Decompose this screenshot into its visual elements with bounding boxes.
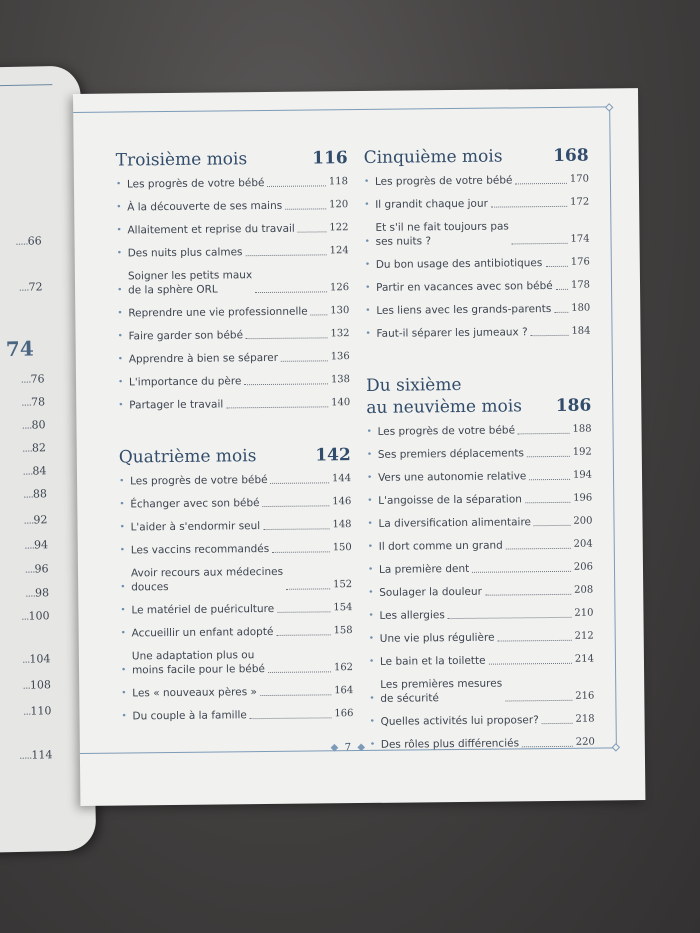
bullet-icon: • [117,331,123,342]
toc-entry-page: 162 [333,662,354,674]
dot-leader [263,505,330,507]
toc-entry-page: 200 [573,515,593,527]
toc-entry [368,561,593,577]
bullet-icon: • [120,628,127,639]
toc-entry-label: Échanger avec son bébé [130,497,260,511]
dot-leader [246,337,327,339]
bullet-icon: • [367,518,373,529]
toc-entry [364,173,589,189]
toc-entry-page: 180 [571,302,591,314]
toc-entry-page: 166 [334,708,354,720]
toc-entry [120,601,352,617]
dot-leader [542,723,573,724]
dot-leader [489,663,572,665]
dot-leader [554,312,568,313]
toc-entry-page: 130 [330,305,350,317]
toc-page-number: ...100 [20,609,50,623]
bullet-icon: • [117,377,124,388]
toc-entry-label: Faut-il séparer les jumeaux ? [376,326,528,340]
dot-leader [545,266,567,267]
bullet-icon: • [116,202,122,213]
dot-leader [529,479,570,480]
toc-entry [368,538,593,554]
bullet-icon: • [121,688,127,699]
section-page-number: 168 [553,145,589,166]
toc-entry [117,244,349,260]
toc-entry-label: Les progrès de votre bébé [377,424,516,438]
toc-page-number: ....96 [24,562,49,576]
toc-entry [369,676,594,706]
toc-entry-label: Les vaccins recommandés [130,542,270,557]
toc-entry [117,267,349,297]
toc-entry-label: Quelles activités lui proposer? [380,714,539,728]
toc-entry-label: L'aider à s'endormir seul [130,520,261,534]
toc-entry-page: 124 [329,245,349,257]
dot-leader [250,717,332,719]
bullet-icon: • [364,236,370,247]
toc-entry-page: 120 [329,199,349,211]
dot-leader [531,335,569,336]
bullet-icon: • [118,400,124,411]
section-page-number: 116 [312,148,348,169]
toc-entry [367,515,592,531]
toc-entry-label: Les « nouveaux pères » [132,686,257,700]
toc-entry-page: 188 [572,423,592,435]
toc-entry-page: 192 [572,446,592,458]
dot-leader [260,694,331,696]
toc-entry-page: 150 [332,542,352,554]
toc-entry-label: Des nuits plus calmes [127,246,243,260]
toc-page-number: ....72 [18,280,43,294]
toc-page-number: ....88 [22,487,48,501]
toc-page-number: .....66 [15,234,42,248]
bullet-icon: • [117,285,123,296]
dot-leader [534,525,570,526]
toc-entry-page: 206 [573,561,594,573]
dot-leader [518,433,569,435]
toc-entry [368,584,593,600]
section-page-number: 186 [555,395,592,416]
dot-leader [272,551,330,553]
toc-entry-label: Apprendre à bien se séparer [128,351,279,366]
toc-entry-label: Les premières mesures de sécurité [380,677,503,705]
dot-leader [505,700,572,702]
toc-entry [369,653,594,669]
toc-entry-label: Du bon usage des antibiotiques [375,257,543,271]
toc-entry-page: 196 [573,492,593,504]
toc-entry [121,624,353,640]
dot-leader [246,254,327,256]
contents-page [73,88,645,806]
dot-leader [255,291,327,293]
toc-entry-label: Le bain et la toilette [379,654,486,668]
section-page-number: 74 [5,336,34,362]
toc-column-left [116,147,354,757]
bullet-icon: • [363,176,370,187]
toc-entry [368,607,593,623]
dot-leader [506,548,571,550]
bullet-icon: • [116,248,123,259]
toc-entry [365,325,590,341]
toc-entry-page: 136 [330,351,350,363]
toc-entry [116,175,348,191]
toc-page-number: ....76 [20,372,45,386]
toc-entry-page: 194 [572,469,593,481]
toc-page-number: ....80 [21,418,46,432]
section-heading [364,145,589,169]
section-heading [366,373,591,419]
toc-entry [119,495,351,511]
toc-entry [367,492,592,508]
dot-leader [286,588,330,589]
section-heading [116,147,348,171]
bullet-icon: • [364,199,370,210]
toc-entry-label: À la découverte de ses mains [127,199,283,214]
section-page-number: 142 [315,445,351,466]
toc-page-number: ...110 [22,704,52,718]
dot-leader [277,611,330,613]
dot-leader [311,314,327,315]
toc-entry-page: 146 [332,496,352,508]
toc-entry-page: 212 [574,630,594,642]
toc-entry-label: Partager le travail [129,398,224,412]
toc-entry [369,630,594,646]
bullet-icon: • [121,711,127,722]
toc-entry [365,256,590,272]
dot-leader [556,289,568,290]
toc-entry [119,472,351,488]
dot-leader [491,206,567,208]
dot-leader [267,185,325,187]
bullet-icon: • [116,225,122,236]
toc-entry [116,221,348,237]
toc-entry [119,518,351,534]
bullet-icon: • [119,522,125,533]
dot-leader [244,383,328,385]
toc-entry-page: 210 [574,607,594,619]
bullet-icon: • [368,587,374,598]
dot-leader [498,640,572,642]
toc-entry-label: Des rôles plus différenciés [380,737,520,751]
toc-entry-page: 118 [328,176,348,188]
toc-entry-label: Reprendre une vie professionnelle [128,305,308,320]
toc-entry-label: Partir en vacances avec son bébé [375,279,553,294]
toc-section [116,147,351,412]
bullet-icon: • [366,472,373,483]
bullet-icon: • [368,656,375,667]
toc-entry-page: 172 [570,196,590,208]
toc-page-number: ....94 [23,538,49,552]
toc-entry [370,713,595,729]
toc-entry-page: 126 [329,282,350,294]
toc-entry-page: 164 [334,685,354,697]
toc-entry-label: Les liens avec les grands-parents [376,303,552,317]
toc-entry-label: Ses premiers déplacements [377,447,525,461]
bullet-icon: • [365,305,371,316]
dot-leader [298,231,327,232]
bullet-icon: • [115,179,122,190]
toc-page-number: .....114 [18,748,53,762]
toc-entry-label: Vers une autonomie relative [377,470,527,484]
toc-entry [116,198,348,214]
toc-entry-page: 152 [333,579,353,591]
toc-entry-page: 158 [333,625,353,637]
toc-entry-page: 138 [330,374,351,386]
bullet-icon: • [364,259,371,270]
dot-leader [285,208,326,209]
bullet-icon: • [367,495,373,506]
toc-entry-label: L'angoisse de la séparation [378,493,522,507]
toc-entry [117,327,349,343]
toc-entry [120,564,352,594]
bullet-icon: • [365,328,371,339]
toc-entry [367,469,592,485]
bullet-icon: • [117,308,123,319]
toc-entry-page: 122 [329,222,349,234]
toc-entry-page: 140 [331,397,351,409]
toc-entry-label: Accueillir un enfant adopté [131,625,274,640]
dot-leader [448,617,572,619]
bullet-icon: • [119,476,125,487]
dot-leader [472,571,571,573]
toc-entry-label: Allaitement et reprise du travail [127,222,295,237]
toc-entry-label: La diversification alimentaire [378,516,532,530]
toc-entry-page: 214 [574,653,595,665]
toc-entry-page: 148 [332,519,352,531]
section-heading [119,444,351,468]
bullet-icon: • [367,564,374,575]
section-title: Cinquième mois [363,146,503,168]
bullet-icon: • [369,739,376,750]
toc-entry [120,541,352,557]
section-title: Du sixième au neuvième mois [365,374,523,418]
dot-leader [485,594,571,596]
toc-entry [121,647,353,677]
toc-entry [118,373,350,389]
toc-entry-label: Soigner les petits maux de la sphère ORL [127,269,253,297]
bullet-icon: • [119,545,126,556]
toc-entry-label: Avoir recours aux médecines douces [130,565,284,594]
toc-section [364,145,591,341]
toc-entry [121,684,353,700]
bullet-icon: • [366,449,373,460]
toc-entry-page: 170 [569,173,589,185]
toc-entry [118,350,350,366]
toc-entry-label: Du couple à la famille [132,709,247,723]
toc-entry-page: 208 [574,584,594,596]
bullet-icon: • [368,633,375,644]
bullet-icon: • [120,605,126,616]
frame-corner-ornament [605,103,613,111]
dot-leader [515,183,566,185]
dot-leader [271,482,329,484]
toc-entry [118,396,350,412]
toc-entry-page: 184 [571,325,591,337]
toc-entry-page: 220 [575,736,595,748]
toc-entry [364,219,589,249]
toc-entry-page: 178 [570,279,591,291]
toc-column-right [364,145,596,786]
bullet-icon: • [120,582,126,593]
bullet-icon: • [364,282,371,293]
toc-entry [366,423,591,439]
toc-entry [117,304,349,320]
bullet-icon: • [367,541,374,552]
bullet-icon: • [369,716,375,727]
toc-entry [364,196,589,212]
toc-entry-label: Une vie plus régulière [379,631,495,645]
toc-entry-label: L'importance du père [128,375,242,389]
toc-entry-page: 144 [331,473,352,485]
toc-entry-label: Les progrès de votre bébé [374,174,513,188]
toc-entry-label: La première dent [378,562,470,576]
section-title: Quatrième mois [118,446,257,468]
toc-entry-label: Et s'il ne fait toujours pas ses nuits ? [375,220,509,248]
toc-entry-page: 132 [330,328,350,340]
toc-page-number: ....92 [23,513,48,527]
toc-entry-page: 154 [333,602,353,614]
toc-entry-page: 218 [575,713,595,725]
bullet-icon: • [368,610,374,621]
dot-leader [226,406,328,408]
toc-page-number: ...104 [21,652,51,666]
toc-entry-label: Les allergies [379,609,445,622]
toc-entry-label: Il dort comme un grand [378,539,503,553]
toc-page-number: ...108 [22,678,52,692]
toc-section [366,373,595,752]
toc-entry-label: Une adaptation plus ou moins facile pour le bébé [131,649,266,677]
bullet-icon: • [117,354,124,365]
dot-leader [268,671,331,673]
dot-leader [512,243,567,245]
bullet-icon: • [119,499,125,510]
dot-leader [281,360,328,361]
toc-entry-label: Le matériel de puériculture [131,602,275,617]
toc-entry-label: Les progrès de votre bébé [126,177,265,191]
toc-entry-page: 216 [575,690,595,702]
dot-leader [263,528,329,530]
toc-page-number: ....98 [24,586,50,600]
toc-entry-label: Il grandit chaque jour [375,197,488,211]
toc-entry [121,707,353,723]
toc-entry [367,446,592,462]
toc-page-number: ....82 [21,441,47,455]
toc-entry-label: Soulager la douleur [379,585,482,599]
bullet-icon: • [366,426,372,437]
dot-leader [276,634,330,636]
toc-entry-page: 174 [570,233,590,245]
toc-entry-label: Les progrès de votre bébé [129,473,268,488]
dot-leader [525,502,570,503]
page-frame-rule [0,84,52,87]
bullet-icon: • [369,693,375,704]
toc-entry [365,302,590,318]
toc-entry-page: 176 [570,256,590,268]
section-title: Troisième mois [115,149,248,171]
bullet-icon: • [120,665,127,676]
toc-page-number: ....78 [20,395,46,409]
toc-entry-label: Faire garder son bébé [128,329,244,343]
page-number: ◆ 7 ◆ [330,741,366,754]
toc-entry-page: 204 [573,538,593,550]
dot-leader [527,456,570,457]
toc-entry [365,279,590,295]
toc-page-number: ....84 [22,464,47,478]
toc-section [119,444,354,723]
